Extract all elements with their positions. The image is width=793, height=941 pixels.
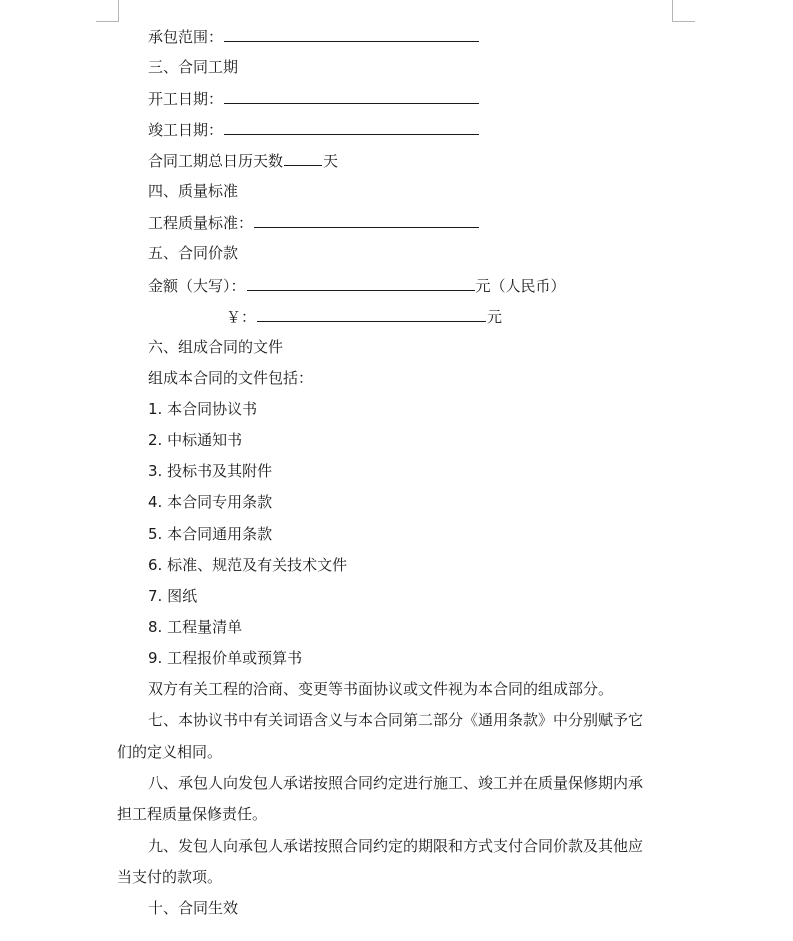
quality-standard-label: 工程质量标准： <box>148 214 254 232</box>
end-date-blank <box>224 119 479 135</box>
total-days-blank <box>284 150 322 166</box>
document-item-7: 7. 图纸 <box>148 587 198 605</box>
document-item-4: 4. 本合同专用条款 <box>148 493 273 511</box>
end-date-line <box>148 119 480 140</box>
quality-standard-blank <box>254 212 479 228</box>
start-date-line <box>148 88 480 109</box>
document-item-1: 1. 本合同协议书 <box>148 400 258 418</box>
section-9-line-1: 九、发包人向承包人承诺按照合同约定的期限和方式支付合同价款及其他应 <box>148 837 644 855</box>
amount-figures-unit: 元 <box>487 308 503 326</box>
document-item-3: 3. 投标书及其附件 <box>148 462 273 480</box>
documents-intro: 组成本合同的文件包括： <box>148 369 314 387</box>
scope-line <box>148 26 480 47</box>
section-3-heading: 三、合同工期 <box>148 58 239 76</box>
section-5-heading: 五、合同价款 <box>148 244 239 262</box>
document-item-8: 8. 工程量清单 <box>148 618 243 636</box>
total-days-label: 合同工期总日历天数 <box>148 152 284 170</box>
amount-words-label: 金额（大写）： <box>148 277 246 295</box>
section-6-heading: 六、组成合同的文件 <box>148 338 284 356</box>
total-days-unit: 天 <box>323 152 339 170</box>
margin-corner-mark-right <box>672 0 695 22</box>
amount-figures-blank <box>257 306 486 322</box>
section-7-line-2: 们的定义相同。 <box>117 743 223 761</box>
amount-figures-line <box>226 306 502 327</box>
section-7-line-1: 七、本协议书中有关词语含义与本合同第二部分《通用条款》中分别赋予它 <box>148 711 644 729</box>
margin-corner-mark-left <box>96 0 119 22</box>
document-item-6: 6. 标准、规范及有关技术文件 <box>148 556 348 574</box>
start-date-blank <box>224 88 479 104</box>
end-date-label: 竣工日期： <box>148 121 224 139</box>
scope-label: 承包范围： <box>148 28 224 46</box>
section-8-line-2: 担工程质量保修责任。 <box>117 805 268 823</box>
document-item-9: 9. 工程报价单或预算书 <box>148 649 303 667</box>
document-item-2: 2. 中标通知书 <box>148 431 243 449</box>
document-item-5: 5. 本合同通用条款 <box>148 525 273 543</box>
amount-words-line <box>148 275 566 296</box>
section-8-line-1: 八、承包人向发包人承诺按照合同约定进行施工、竣工并在质量保修期内承 <box>148 774 644 792</box>
scope-blank <box>224 26 479 42</box>
amount-words-blank <box>247 275 475 291</box>
section-4-heading: 四、质量标准 <box>148 182 239 200</box>
documents-note: 双方有关工程的洽商、变更等书面协议或文件视为本合同的组成部分。 <box>148 680 614 698</box>
amount-figures-label: ￥： <box>226 308 257 326</box>
section-10-heading: 十、合同生效 <box>148 899 239 917</box>
section-9-line-2: 当支付的款项。 <box>117 868 223 886</box>
quality-standard-line <box>148 212 480 233</box>
total-days-line <box>148 150 338 171</box>
start-date-label: 开工日期： <box>148 90 224 108</box>
amount-words-unit: 元（人民币） <box>475 277 566 295</box>
